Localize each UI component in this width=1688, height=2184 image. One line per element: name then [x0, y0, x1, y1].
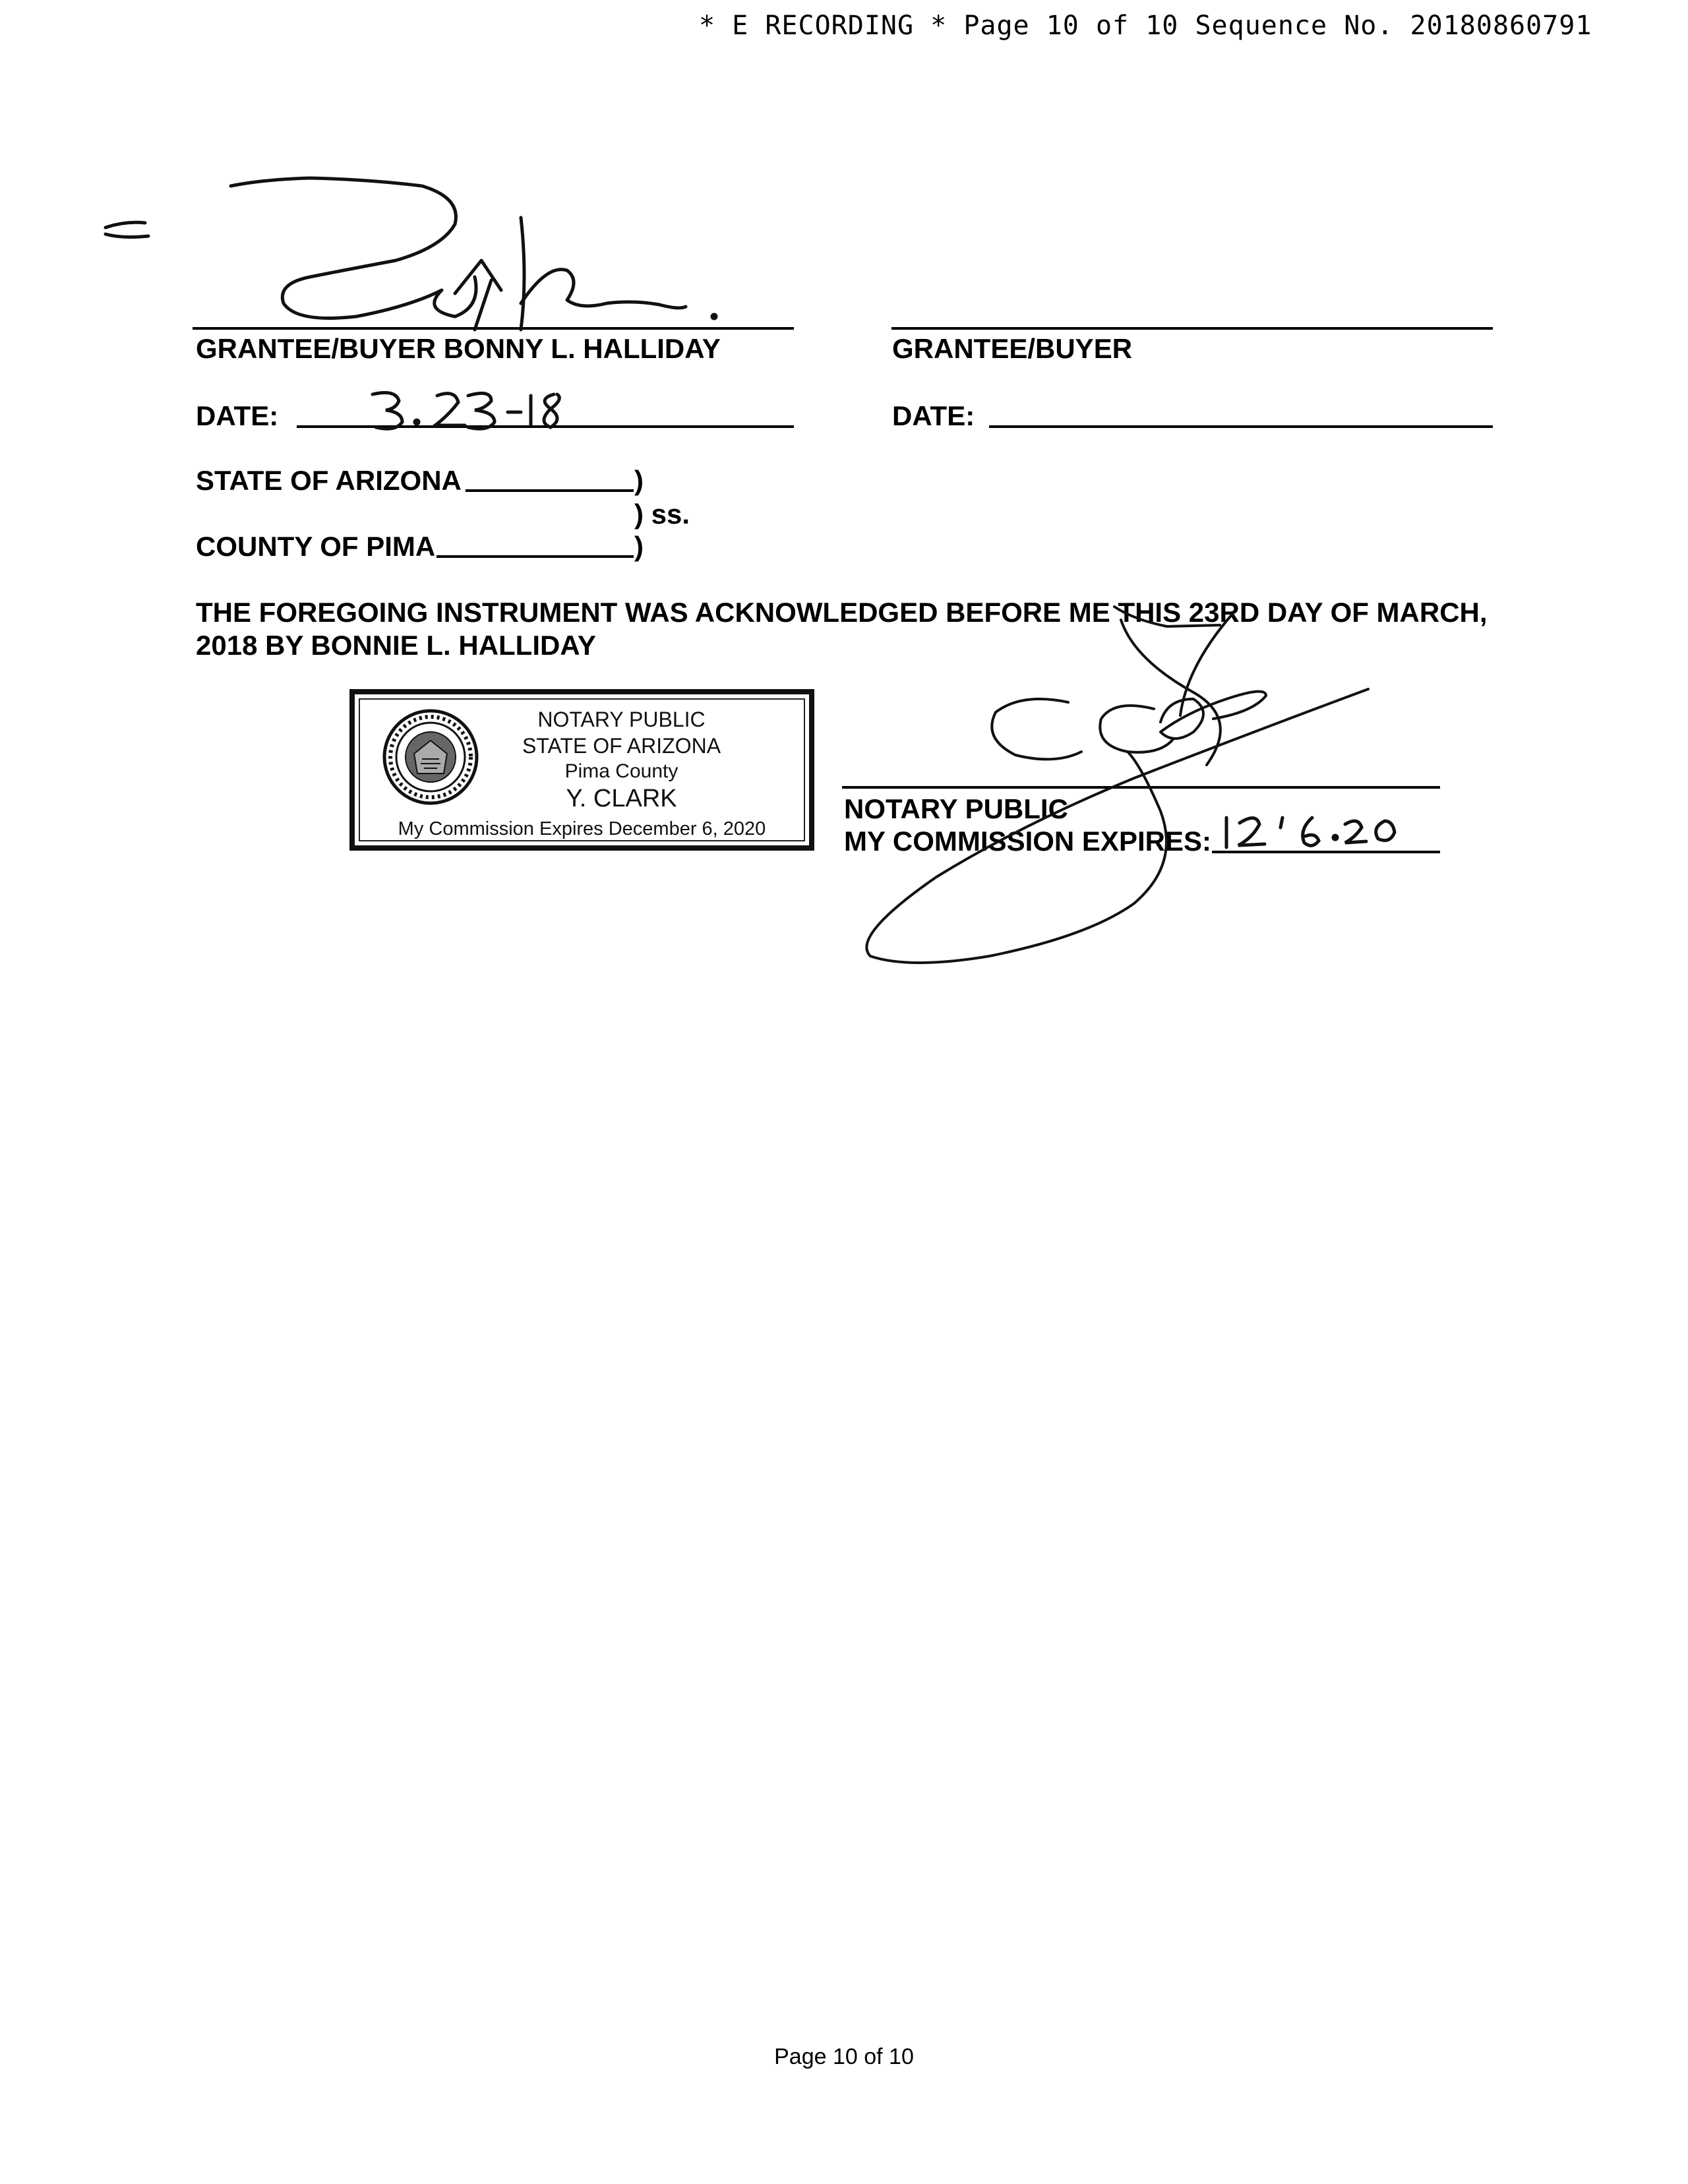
acknowledgment-line-2: 2018 BY BONNIE L. HALLIDAY: [196, 630, 596, 661]
recording-header: * E RECORDING * Page 10 of 10 Sequence No. 20180860791: [699, 11, 1592, 41]
notary-signature-line: [842, 786, 1440, 789]
stamp-expiration: My Commission Expires December 6, 2020: [398, 818, 766, 839]
state-paren: ): [634, 465, 644, 496]
county-paren: ): [634, 531, 644, 562]
state-label: STATE OF ARIZONA: [196, 465, 462, 496]
left-date-line: [297, 425, 794, 428]
handwritten-expiry-icon: [1226, 818, 1395, 847]
right-date-line: [989, 425, 1493, 428]
stamp-title: NOTARY PUBLIC: [537, 708, 706, 731]
notary-stamp: [349, 689, 814, 851]
acknowledgment-line-1: THE FOREGOING INSTRUMENT WAS ACKNOWLEDGED BEFORE ME THIS 23RD DAY OF MARCH,: [196, 597, 1488, 628]
left-signature-line: [193, 327, 794, 330]
page-number-footer: Page 10 of 10: [774, 2044, 914, 2069]
right-grantee-label: GRANTEE/BUYER: [892, 333, 1133, 364]
stamp-state: STATE OF ARIZONA: [522, 734, 721, 758]
stamp-county: Pima County: [564, 760, 678, 782]
notary-signature-icon: [866, 607, 1368, 963]
ss-label: ) ss.: [634, 499, 690, 530]
stamp-notary-name: Y. CLARK: [566, 785, 677, 812]
state-underline: [466, 489, 634, 492]
left-date-label: DATE:: [196, 400, 279, 431]
notary-public-label: NOTARY PUBLIC: [844, 793, 1068, 824]
commission-expires-label: MY COMMISSION EXPIRES:: [844, 826, 1211, 857]
county-label: COUNTY OF PIMA: [196, 531, 436, 562]
right-date-label: DATE:: [892, 400, 975, 431]
handwritten-date-icon: [373, 393, 559, 429]
buyer-signature-icon: [106, 178, 716, 330]
right-signature-line: [891, 327, 1493, 330]
county-underline: [437, 555, 634, 558]
left-grantee-label: GRANTEE/BUYER BONNY L. HALLIDAY: [196, 333, 721, 364]
commission-expires-line: [1212, 851, 1440, 853]
